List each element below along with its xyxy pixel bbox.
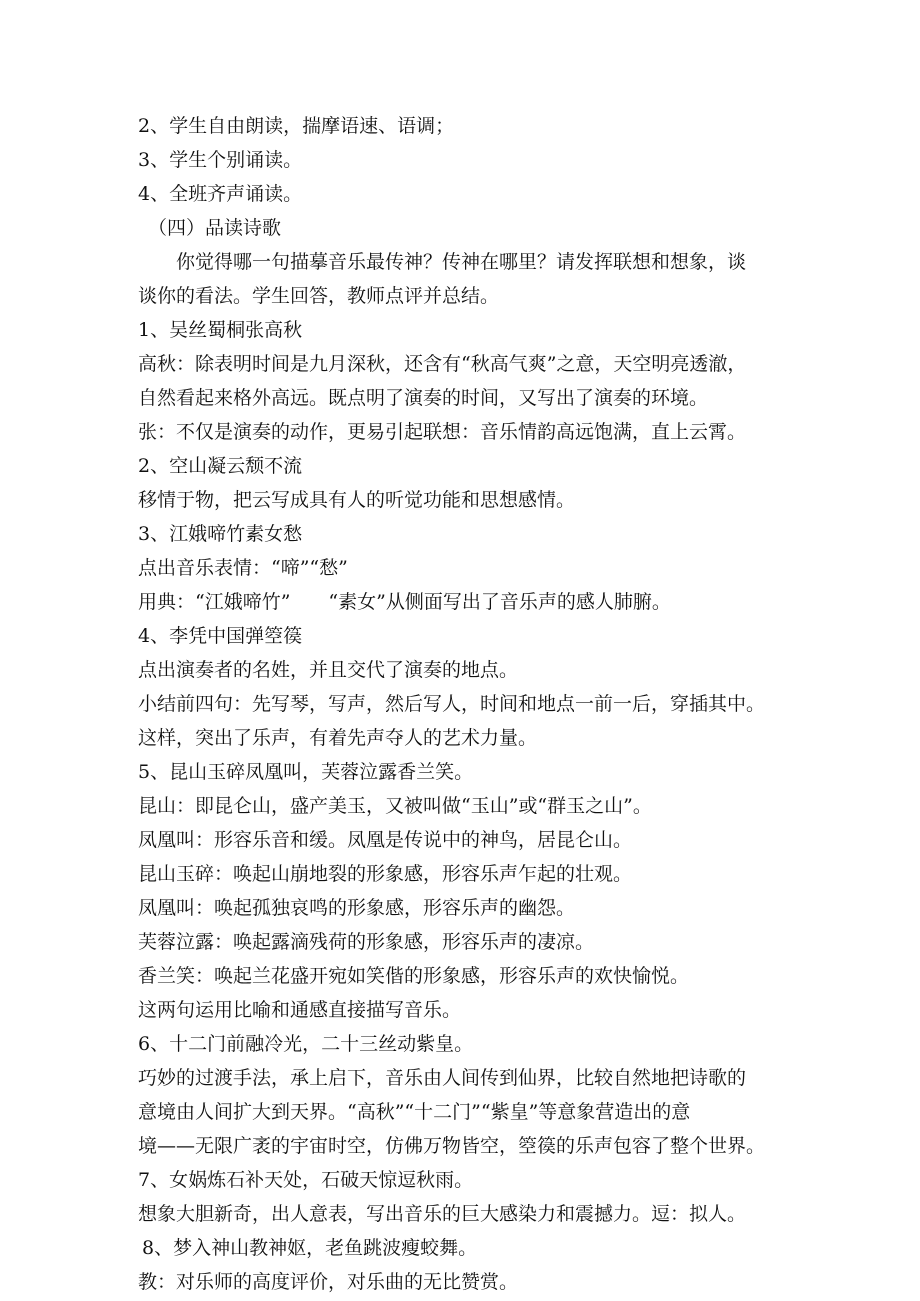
text-line: 巧妙的过渡手法，承上启下，音乐由人间传到仙界，比较自然地把诗歌的	[138, 1067, 747, 1089]
poem-line-heading: 4、李凭中国弹箜篌	[138, 625, 303, 647]
text-line: 点出音乐表情：“啼”“愁”	[138, 557, 348, 579]
text-line: 自然看起来格外高远。既点明了演奏的时间，又写出了演奏的环境。	[138, 387, 709, 409]
text-line: 昆山：即昆仑山，盛产美玉，又被叫做“玉山”或“群玉之山”。	[138, 795, 652, 817]
text-line: 谈你的看法。学生回答，教师点评并总结。	[138, 285, 500, 307]
text-line: 这样，突出了乐声，有着先声夺人的艺术力量。	[138, 727, 538, 749]
text-line: 用典：“江娥啼竹” “素女”从侧面写出了音乐声的感人肺腑。	[138, 591, 671, 613]
poem-line-heading: 6、十二门前融冷光，二十三丝动紫皇。	[138, 1033, 474, 1055]
text-line: 高秋：除表明时间是九月深秋，还含有“秋高气爽”之意，天空明亮透澈，	[138, 353, 747, 375]
text-line: 点出演奏者的名姓，并且交代了演奏的地点。	[138, 659, 519, 681]
text-line: 芙蓉泣露：唤起露滴残荷的形象感，形容乐声的凄凉。	[138, 931, 595, 953]
poem-line-heading: 8、梦入神山教神妪，老鱼跳波瘦蛟舞。	[142, 1237, 478, 1259]
poem-line-heading: 1、吴丝蜀桐张高秋	[138, 319, 303, 341]
text-line: 想象大胆新奇，出人意表，写出音乐的巨大感染力和震撼力。逗：拟人。	[138, 1203, 747, 1225]
poem-line-heading: 3、江娥啼竹素女愁	[138, 523, 303, 545]
text-line: 凤凰叫：唤起孤独哀鸣的形象感，形容乐声的幽怨。	[138, 897, 576, 919]
poem-line-heading: 5、昆山玉碎凤凰叫，芙蓉泣露香兰笑。	[138, 761, 474, 783]
document-body	[138, 109, 818, 1299]
text-line: 移情于物，把云写成具有人的听觉功能和思想感情。	[138, 489, 576, 511]
text-line: 昆山玉碎：唤起山崩地裂的形象感，形容乐声乍起的壮观。	[138, 863, 633, 885]
text-line: 香兰笑：唤起兰花盛开宛如笑偕的形象感，形容乐声的欢快愉悦。	[138, 965, 690, 987]
text-line: 凤凰叫：形容乐音和缓。凤凰是传说中的神鸟，居昆仑山。	[138, 829, 633, 851]
poem-line-heading: 2、空山凝云颓不流	[138, 455, 303, 477]
text-line: 这两句运用比喻和通感直接描写音乐。	[138, 999, 462, 1021]
text-line: 教：对乐师的高度评价，对乐曲的无比赞赏。	[138, 1271, 519, 1293]
poem-line-heading: 7、女娲炼石补天处，石破天惊逗秋雨。	[138, 1169, 474, 1191]
text-line: 小结前四句：先写琴，写声，然后写人，时间和地点一前一后，穿插其中。	[138, 693, 766, 715]
text-line: 你觉得哪一句描摹音乐最传神？传神在哪里？请发挥联想和想象，谈	[176, 251, 747, 273]
text-line: 意境由人间扩大到天界。“高秋”“十二门”“紫皇”等意象营造出的意	[138, 1101, 691, 1123]
text-line: 4、全班齐声诵读。	[138, 183, 303, 205]
section-heading: （四）品读诗歌	[148, 217, 282, 239]
text-line: 境——无限广袤的宇宙时空，仿佛万物皆空，箜篌的乐声包容了整个世界。	[138, 1135, 766, 1157]
text-line: 2、学生自由朗读，揣摩语速、语调；	[138, 115, 455, 137]
text-line: 3、学生个别诵读。	[138, 149, 303, 171]
text-line: 张：不仅是演奏的动作，更易引起联想：音乐情韵高远饱满，直上云霄。	[138, 421, 747, 443]
